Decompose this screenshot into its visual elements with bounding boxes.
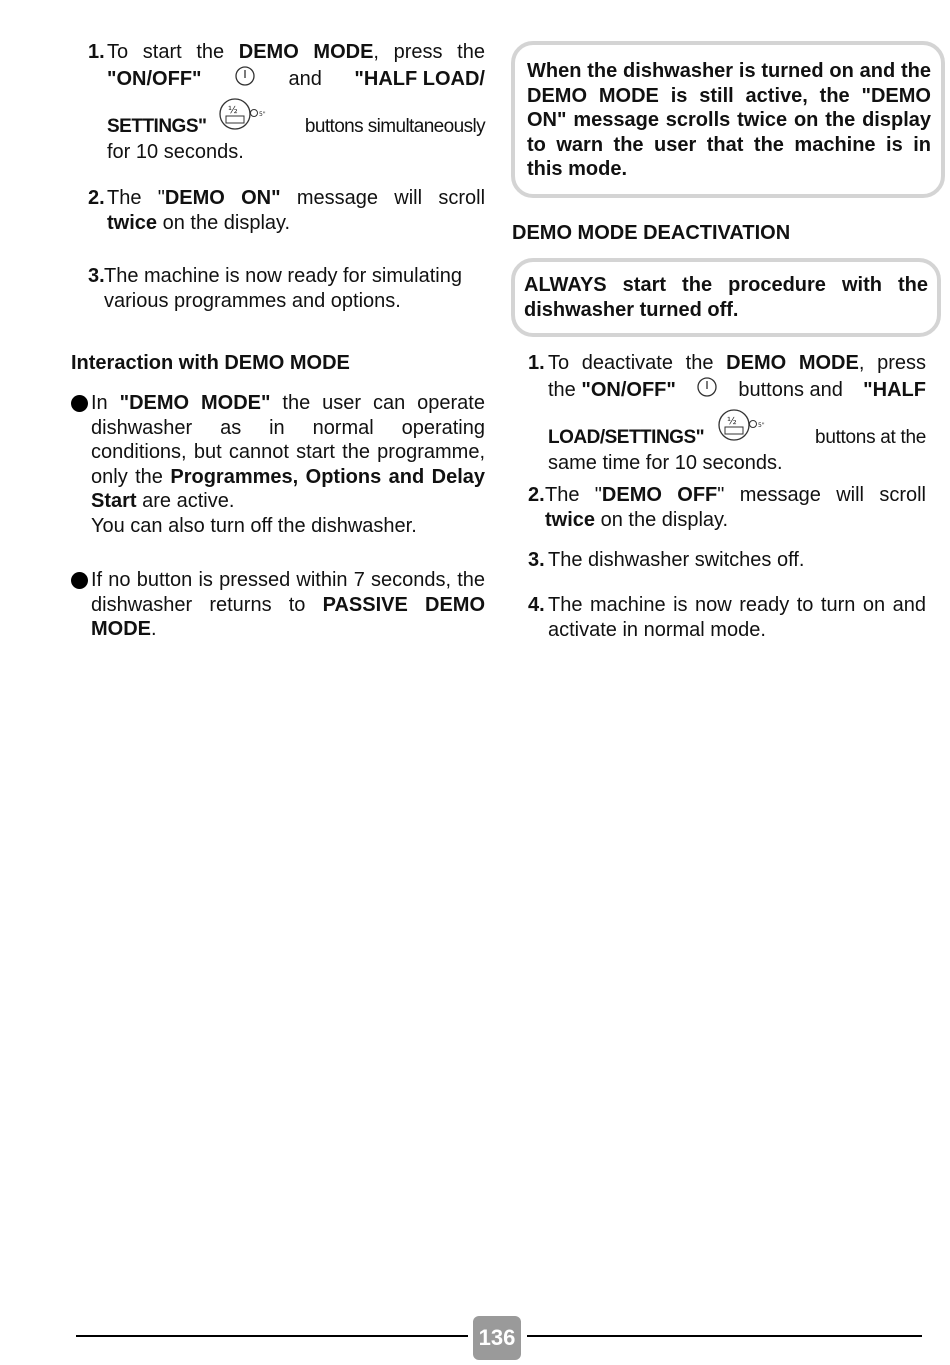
interaction-heading: Interaction with DEMO MODE (71, 352, 350, 374)
footer-rule-left (76, 1335, 468, 1337)
step-number: 1. (528, 352, 545, 374)
right-step-3: 3. The dishwasher switches off. (528, 549, 805, 571)
step-number: 2. (88, 187, 105, 209)
footer-rule-right (527, 1335, 922, 1337)
bullet-item: In "DEMO MODE" the user can operate dishwasher as in normal operating conditions, but cannot start the programme, only the Programmes, Options and Delay Start are active. You can also turn off the dishwasher. (71, 391, 485, 538)
left-step-2: 2. The "DEMO ON" message will scroll twice on the display. (88, 187, 486, 234)
svg-text:½: ½ (227, 105, 238, 116)
step-number: 3. (88, 265, 105, 287)
svg-text:5": 5" (758, 422, 765, 429)
svg-text:½: ½ (727, 416, 737, 427)
bullet-icon (71, 395, 88, 412)
step-number: 3. (528, 549, 545, 571)
right-step-1: 1. To deactivate the DEMO MODE, press the "ON/OFF" buttons and "HALF LOAD/SETTINGS" ½ 5" buttons at the same time for 10 seconds. (528, 352, 926, 474)
step-number: 2. (528, 484, 545, 506)
svg-text:5": 5" (258, 111, 266, 118)
power-icon (234, 65, 256, 94)
half-load-settings-icon (217, 95, 267, 140)
right-step-2: 2. The "DEMO OFF" message will scroll twice on the display. (528, 484, 927, 531)
step-number: 1. (88, 41, 105, 63)
left-step-3: 3. The machine is now ready for simulating various programmes and options. (88, 265, 462, 312)
half-load-settings-icon (716, 406, 766, 451)
bullet-item: If no button is pressed within 7 seconds, the dishwasher returns to PASSIVE DEMO MODE. (71, 568, 485, 642)
power-icon (696, 376, 718, 405)
page-number: 136 (473, 1316, 521, 1360)
step-number: 4. (528, 594, 545, 616)
demo-on-warning-box: When the dishwasher is turned on and the DEMO MODE is still active, the "DEMO ON" message scrolls twice on the display to warn the user that the machine is in this mode. (511, 41, 945, 198)
always-turned-off-box: ALWAYS start the procedure with the dishwasher turned off. (511, 258, 941, 337)
left-step-1: 1. To start the DEMO MODE, press the "ON/OFF" and "HALF LOAD/ SETTINGS" ½ 5" buttons simultaneously for 10 seconds. (88, 41, 485, 163)
deactivation-heading: DEMO MODE DEACTIVATION (512, 222, 791, 244)
bullet-icon (71, 572, 88, 589)
right-step-4: 4. The machine is now ready to turn on and activate in normal mode. (528, 594, 926, 641)
